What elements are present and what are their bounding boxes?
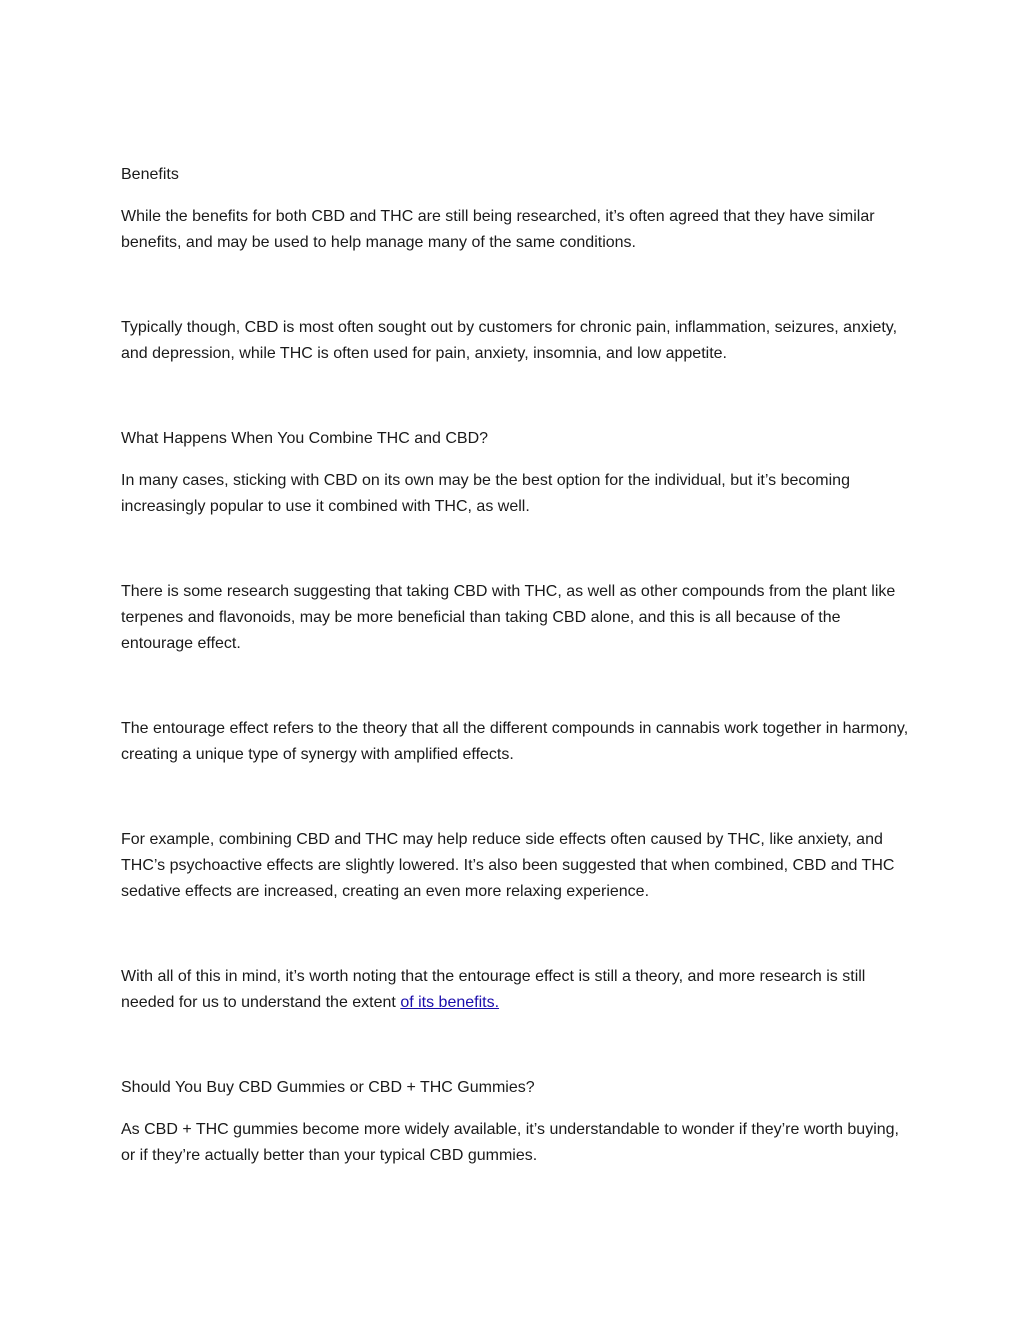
document-page [121,162,911,1169]
paragraph: Typically though, CBD is most often sought out by customers for chronic pain, inflammation, seizures, anxiety, and depression, while THC is often used for pain, anxiety, insomnia, and low appetite. [121,319,898,362]
paragraph: The entourage effect refers to the theory that all the different compounds in cannabis work together in harmony, creating a unique type of synergy with amplified effects. [121,720,909,763]
section-heading-combine: What Happens When You Combine THC and CBD? [121,430,489,447]
paragraph: For example, combining CBD and THC may help reduce side effects often caused by THC, like anxiety, and THC’s psychoactive effects are slightly lowered. It’s also been suggested that when combined, CBD and THC sedative effects are increased, creating an even more relaxing experience. [121,831,895,900]
paragraph: While the benefits for both CBD and THC are still being researched, it’s often agreed that they have similar benefits, and may be used to help manage many of the same conditions. [121,208,875,251]
paragraph-with-link [121,964,911,1016]
section-heading-benefits: Benefits [121,166,179,183]
section-heading-should-you-buy: Should You Buy CBD Gummies or CBD + THC Gummies? [121,1079,535,1096]
paragraph: There is some research suggesting that taking CBD with THC, as well as other compounds from the plant like terpenes and flavonoids, may be more beneficial than taking CBD alone, and this is all because of the entourage effect. [121,583,896,652]
paragraph: As CBD + THC gummies become more widely available, it’s understandable to wonder if they’re worth buying, or if they’re actually better than your typical CBD gummies. [121,1121,899,1164]
paragraph: In many cases, sticking with CBD on its own may be the best option for the individual, but it’s becoming increasingly popular to use it combined with THC, as well. [121,472,850,515]
benefits-link[interactable]: of its benefits. [400,994,500,1011]
paragraph-text: With all of this in mind, it’s worth noting that the entourage effect is still a theory, and more research is still needed for us to understand the extent [121,968,866,1011]
